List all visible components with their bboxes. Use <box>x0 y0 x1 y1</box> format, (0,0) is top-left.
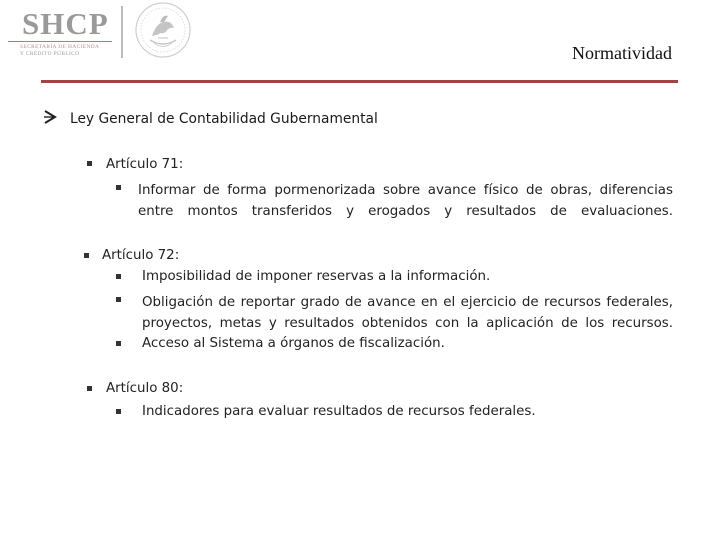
square-bullet-icon <box>116 409 121 414</box>
article-71-item-1: Informar de forma pormenorizada sobre avance físico de obras, diferencias entre montos transferidos y erogados y resultados de evaluaciones. <box>138 183 673 219</box>
square-bullet-icon <box>116 341 121 346</box>
square-bullet-icon <box>87 386 92 391</box>
square-bullet-icon <box>87 161 92 166</box>
square-bullet-icon <box>116 297 121 302</box>
article-72-title: Artículo 72: <box>102 248 180 263</box>
header-rule <box>41 80 678 83</box>
square-bullet-icon <box>116 274 121 279</box>
page-title: Normatividad <box>572 43 672 63</box>
square-bullet-icon <box>116 185 121 190</box>
article-72-item-2: Obligación de reportar grado de avance en el ejercicio de recursos federales, proyectos, metas y resultados obtenidos con la aplicación de los recursos. <box>142 295 673 331</box>
logo-rule <box>8 41 112 42</box>
main-heading: Ley General de Contabilidad Gubernamental <box>70 111 378 127</box>
logo-acronym: SHCP <box>22 6 109 41</box>
logo-divider <box>121 6 123 58</box>
article-71-title: Artículo 71: <box>106 157 184 172</box>
shcp-logo <box>2 0 198 62</box>
article-72-item-1: Imposibilidad de imponer reservas a la información. <box>142 269 491 284</box>
logo-subtitle-line1: SECRETARÍA DE HACIENDA <box>20 44 100 50</box>
article-80-title: Artículo 80: <box>106 381 184 396</box>
national-seal-icon <box>130 0 196 60</box>
square-bullet-icon <box>84 253 89 258</box>
article-72-item-3: Acceso al Sistema a órganos de fiscalización. <box>142 336 445 351</box>
arrow-bullet-icon <box>43 109 57 125</box>
logo-subtitle-line2: Y CRÉDITO PÚBLICO <box>20 51 80 57</box>
article-80-item-1: Indicadores para evaluar resultados de recursos federales. <box>142 404 536 419</box>
